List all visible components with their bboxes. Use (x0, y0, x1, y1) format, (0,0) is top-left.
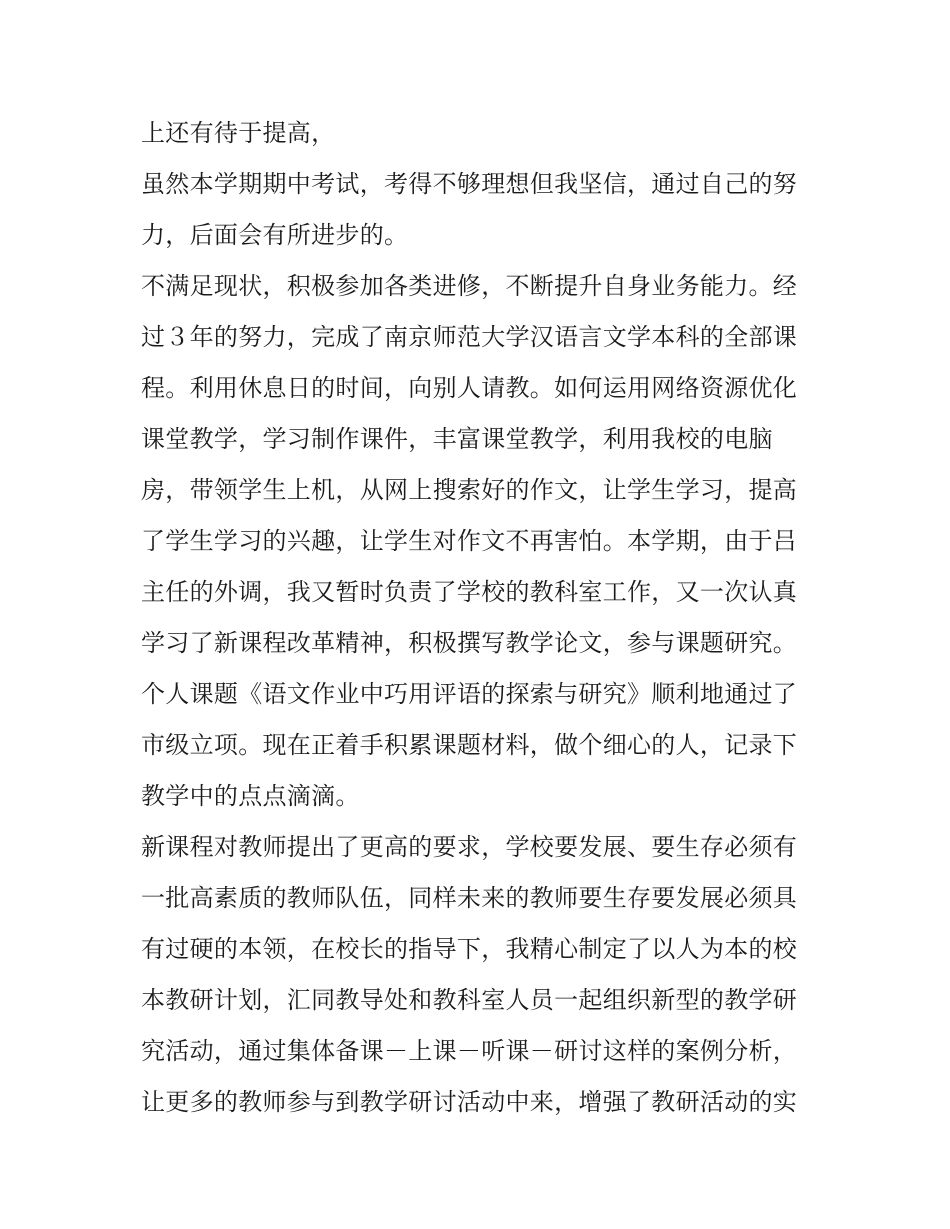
text-line: 课堂教学，学习制作课件，丰富课堂教学，利用我校的电脑 (141, 425, 773, 453)
text-line: 市级立项。现在正着手积累课题材料，做个细心的人，记录下 (141, 731, 798, 759)
text-line: 究活动，通过集体备课－上课－听课－研讨这样的案例分析， (141, 1037, 798, 1065)
text-line: 让更多的教师参与到教学研讨活动中来，增强了教研活动的实 (141, 1088, 798, 1116)
text-line: 虽然本学期期中考试，考得不够理想但我坚信，通过自己的努 (141, 170, 798, 198)
text-line: 主任的外调，我又暂时负责了学校的教科室工作，又一次认真 (141, 578, 798, 606)
text-line: 力，后面会有所进步的。 (141, 221, 409, 249)
text-line: 上还有待于提高， (141, 119, 336, 147)
text-line: 有过硬的本领，在校长的指导下，我精心制定了以人为本的校 (141, 935, 798, 963)
text-line: 教学中的点点滴滴。 (141, 782, 360, 810)
text-line: 学习了新课程改革精神，积极撰写教学论文，参与课题研究。 (141, 629, 798, 657)
text-line: 程。利用休息日的时间，向别人请教。如何运用网络资源优化 (141, 374, 798, 402)
text-line: 新课程对教师提出了更高的要求，学校要发展、要生存必须有 (141, 833, 798, 861)
text-line: 过３年的努力，完成了南京师范大学汉语言文学本科的全部课 (141, 323, 798, 351)
text-line: 房，带领学生上机，从网上搜索好的作文，让学生学习，提高 (141, 476, 798, 504)
text-line: 一批高素质的教师队伍，同样未来的教师要生存要发展必须具 (141, 884, 798, 912)
text-line: 了学生学习的兴趣，让学生对作文不再害怕。本学期，由于吕 (141, 527, 798, 555)
text-line: 个人课题《语文作业中巧用评语的探索与研究》顺利地通过了 (141, 680, 798, 708)
text-line: 不满足现状，积极参加各类进修，不断提升自身业务能力。经 (141, 272, 798, 300)
text-line: 本教研计划，汇同教导处和教科室人员一起组织新型的教学研 (141, 986, 798, 1014)
body-text (141, 108, 821, 1128)
